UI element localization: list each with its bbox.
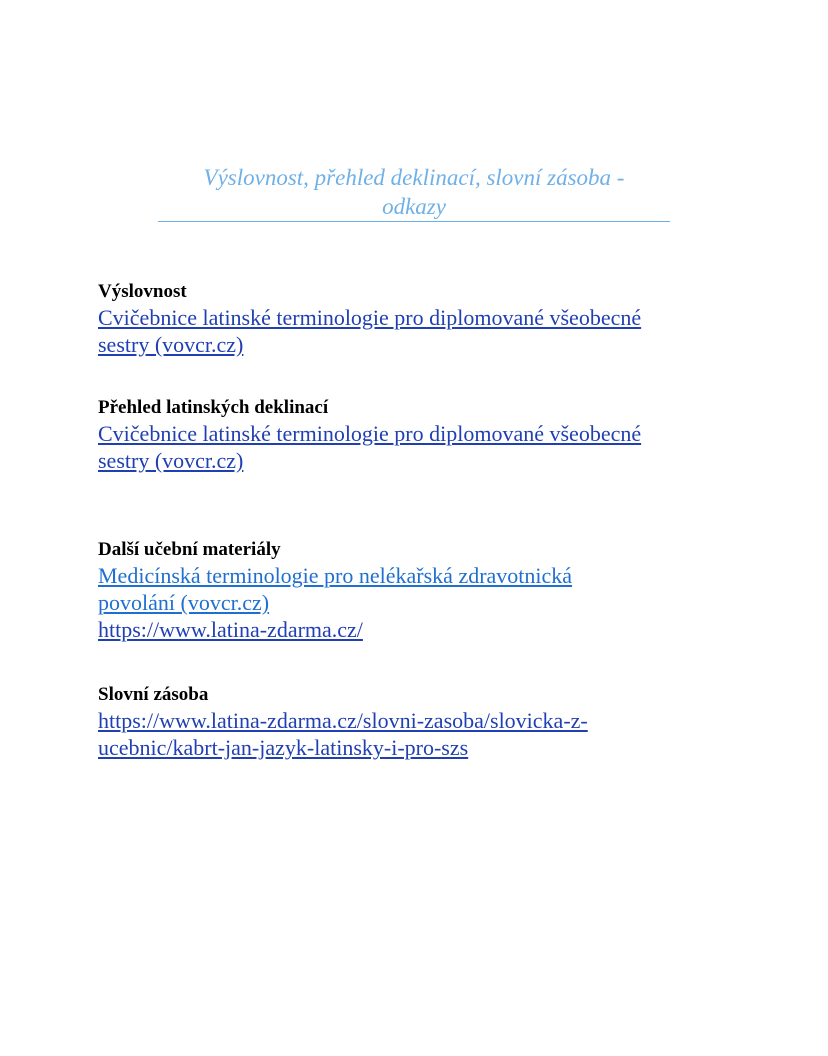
link-line-1: Medicínská terminologie pro nelékařská zdravotnická [98,563,573,588]
link-line-1: Cvičebnice latinské terminologie pro diplomované všeobecné [98,421,642,446]
section-pronunciation [98,280,738,358]
title-line-1: Výslovnost, přehled deklinací, slovní zásoba - [203,165,625,190]
section-materials [98,538,738,643]
section-heading: Přehled latinských deklinací [98,397,329,418]
medical-terminology-link[interactable] [98,562,572,616]
section-heading: Slovní zásoba [98,684,209,705]
section-declensions [98,396,738,474]
section-heading: Další učební materiály [98,539,281,560]
link-line-2: sestry (vovcr.cz) [98,332,244,357]
declensions-link[interactable] [98,420,641,474]
link-line-2: ucebnic/kabrt-jan-jazyk-latinsky-i-pro-szs [98,735,469,760]
pronunciation-link[interactable] [98,304,641,358]
section-vocabulary [98,683,738,761]
section-heading: Výslovnost [98,281,187,302]
title-line-2: odkazy [382,194,446,219]
link-line-1: https://www.latina-zdarma.cz/slovni-zasoba/slovicka-z- [98,708,588,733]
vocabulary-link[interactable] [98,707,588,761]
latina-zdarma-link[interactable]: https://www.latina-zdarma.cz/ [98,617,363,642]
link-line-2: sestry (vovcr.cz) [98,448,244,473]
link-line-2: povolání (vovcr.cz) [98,590,270,615]
link-line-1: Cvičebnice latinské terminologie pro diplomované všeobecné [98,305,642,330]
document-title [158,163,670,222]
